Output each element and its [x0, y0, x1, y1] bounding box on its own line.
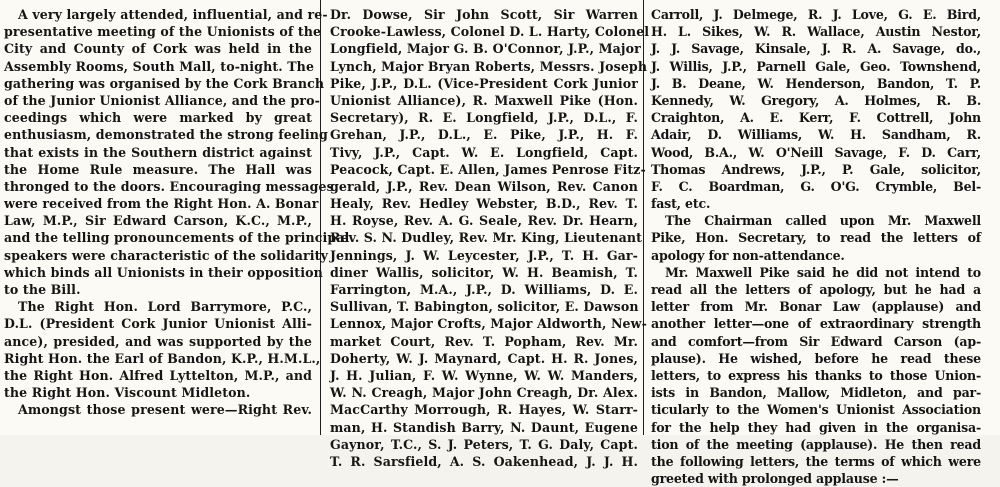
text-line: Pike, J.P., D.L. (Vice-President Cork Junior: [330, 75, 638, 91]
text-line: T. R. Sarsfield, A. S. Oakenhead, J. J. H.: [330, 453, 638, 469]
text-line: man, H. Standish Barry, N. Daunt, Eugene: [330, 419, 638, 435]
text-line: for the help they had given in the organisa-: [651, 419, 981, 435]
text-line: Grehan, J.P., D.L., E. Pike, J.P., H. F.: [330, 127, 638, 143]
text-line: ceedings which were marked by great: [4, 110, 312, 126]
article-column-3: [651, 6, 981, 487]
text-line: J. J. Savage, Kinsale, J. R. A. Savage, do.,: [651, 41, 981, 57]
text-line: Lennox, Major Crofts, Major Aldworth, New-: [330, 316, 647, 332]
text-line: that exists in the Southern district against: [4, 144, 312, 160]
text-line: presentative meeting of the Unionists of the: [4, 24, 322, 40]
article-column-2: [330, 6, 650, 469]
text-line: plause). He wished, before he read these: [651, 350, 981, 366]
text-line: and the telling pronouncements of the principal: [4, 230, 350, 246]
text-line: Amongst those present were—Right Rev.: [18, 402, 312, 418]
text-line: Dr. Dowse, Sir John Scott, Sir Warren: [330, 7, 638, 22]
text-line: Sullivan, T. Babington, solicitor, E. Dawson: [330, 299, 639, 315]
text-line: MacCarthy Morrough, R. Hayes, W. Starr-: [330, 402, 638, 418]
text-line: J. Willis, J.P., Parnell Gale, Geo. Townshend,: [651, 58, 981, 74]
text-line: Tivy, J.P., Capt. W. E. Longfield, Capt.: [330, 144, 638, 160]
text-line: Crooke-Lawless, Colonel D. L. Harty, Colonel: [330, 24, 650, 40]
text-line: apology for non-attendance.: [651, 247, 845, 263]
text-line: J. B. Deane, W. Henderson, Bandon, T. P.: [651, 75, 981, 91]
text-line: ticularly to the Women's Unionist Association: [651, 402, 981, 418]
text-line: Right Hon. the Earl of Bandon, K.P., H.M.L.,: [4, 350, 321, 366]
text-line: Adair, D. Williams, W. H. Sandham, R.: [651, 127, 981, 143]
text-line: the Right Hon. Alfred Lyttelton, M.P., and: [4, 367, 312, 383]
text-line: Mr. Maxwell Pike said he did not intend to: [665, 264, 981, 280]
text-line: Longfield, Major G. B. O'Connor, J.P., Major: [330, 41, 641, 57]
text-line: Lynch, Major Bryan Roberts, Messrs. Joseph: [330, 58, 648, 74]
text-line: the following letters, the terms of which were: [651, 453, 981, 469]
text-line: Rev. S. N. Dudley, Rev. Mr. King, Lieutenant: [330, 230, 643, 246]
text-line: ance), presided, and was supported by the: [4, 333, 312, 349]
text-line: the Right Hon. Viscount Midleton.: [4, 385, 251, 401]
text-line: J. H. Julian, F. W. Wynne, W. W. Manders,: [330, 367, 638, 383]
text-line: H. Royse, Rev. A. G. Seale, Rev. Dr. Hearn,: [330, 213, 638, 229]
text-line: tion of the meeting (applause). He then read: [651, 436, 981, 452]
text-line: W. N. Creagh, Major John Creagh, Dr. Alex.: [330, 385, 638, 401]
text-line: another letter—one of extraordinary strength: [651, 316, 981, 332]
text-line: gerald, J.P., Rev. Dean Wilson, Rev. Canon: [330, 178, 638, 194]
text-line: The Right Hon. Lord Barrymore, P.C.,: [18, 299, 312, 315]
text-line: Peacock, Capt. E. Allen, James Penrose Fitz-: [330, 161, 646, 177]
text-line: A very largely attended, influential, and re-: [18, 7, 328, 22]
text-line: Kennedy, W. Gregory, A. Holmes, R. B.: [651, 92, 981, 108]
text-line: Unionist Alliance), R. Maxwell Pike (Hon.: [330, 92, 638, 108]
text-line: gathering was organised by the Cork Branch: [4, 75, 325, 91]
text-line: Farrington, M.A., J.P., D. Williams, D. E.: [330, 282, 638, 297]
text-line: Carroll, J. Delmege, R. J. Love, G. E. Bird,: [651, 7, 981, 22]
text-line: of the Junior Unionist Alliance, and the pro-: [4, 92, 320, 108]
article-column-1: [4, 6, 350, 436]
text-line: H. L. Sikes, W. R. Wallace, Austin Nestor,: [651, 24, 981, 40]
text-line: fast, etc.: [651, 196, 711, 212]
text-line: which binds all Unionists in their opposition: [4, 264, 323, 280]
text-line: Secretary), R. E. Longfield, J.P., D.L., F.: [330, 110, 638, 126]
text-line: Pike, Hon. Secretary, to read the letters of: [651, 230, 981, 246]
text-line: D.L. (President Cork Junior Unionist Alli-: [4, 316, 312, 332]
text-line: Assembly Rooms, South Mall, to-night. The: [4, 58, 315, 74]
text-line: Wood, B.A., W. O'Neill Savage, F. D. Carr,: [651, 144, 981, 160]
text-line: read all the letters of apology, but he had a: [651, 282, 981, 297]
text-line: City and County of Cork was held in the: [4, 41, 312, 57]
text-line: Gaynor, T.C., S. J. Peters, T. G. Daly, Capt.: [330, 436, 638, 452]
text-line: market Court, Rev. T. Popham, Rev. Mr.: [330, 333, 638, 349]
text-line: Jennings, J. W. Leycester, J.P., T. H. Gar-: [330, 247, 638, 263]
text-line: Law, M.P., Sir Edward Carson, K.C., M.P.,: [4, 213, 312, 229]
text-line: The Chairman called upon Mr. Maxwell: [665, 213, 981, 229]
text-line: were received from the Right Hon. A. Bonar: [4, 196, 319, 212]
text-line: the Home Rule measure. The Hall was: [4, 161, 312, 177]
text-line: speakers were characteristic of the solidarity: [4, 247, 328, 263]
text-line: to the Bill.: [4, 282, 81, 297]
text-line: F. C. Boardman, G. O'G. Crymble, Bel-: [651, 178, 981, 194]
text-line: and comfort—from Sir Edward Carson (ap-: [651, 333, 981, 349]
text-line: Craighton, A. E. Kerr, F. Cottrell, John: [651, 110, 981, 126]
text-line: ists in Bandon, Mallow, Midleton, and par-: [651, 385, 981, 401]
text-line: letters, to express his thanks to those Union-: [651, 367, 981, 383]
text-line: enthusiasm, demonstrated the strong feeling: [4, 127, 328, 143]
text-line: thronged to the doors. Encouraging messages: [4, 178, 334, 194]
text-line: Doherty, W. J. Maynard, Capt. H. R. Jones,: [330, 350, 638, 366]
text-line: greeted with prolonged applause :—: [651, 471, 899, 487]
text-line: Thomas Andrews, J.P., P. Gale, solicitor,: [651, 161, 981, 177]
text-line: letter from Mr. Bonar Law (applause) and: [651, 299, 981, 315]
column-rule: [320, 0, 321, 435]
text-line: diner Wallis, solicitor, W. H. Beamish, T.: [330, 264, 638, 280]
text-line: Healy, Rev. Hedley Webster, B.D., Rev. T.: [330, 196, 638, 212]
